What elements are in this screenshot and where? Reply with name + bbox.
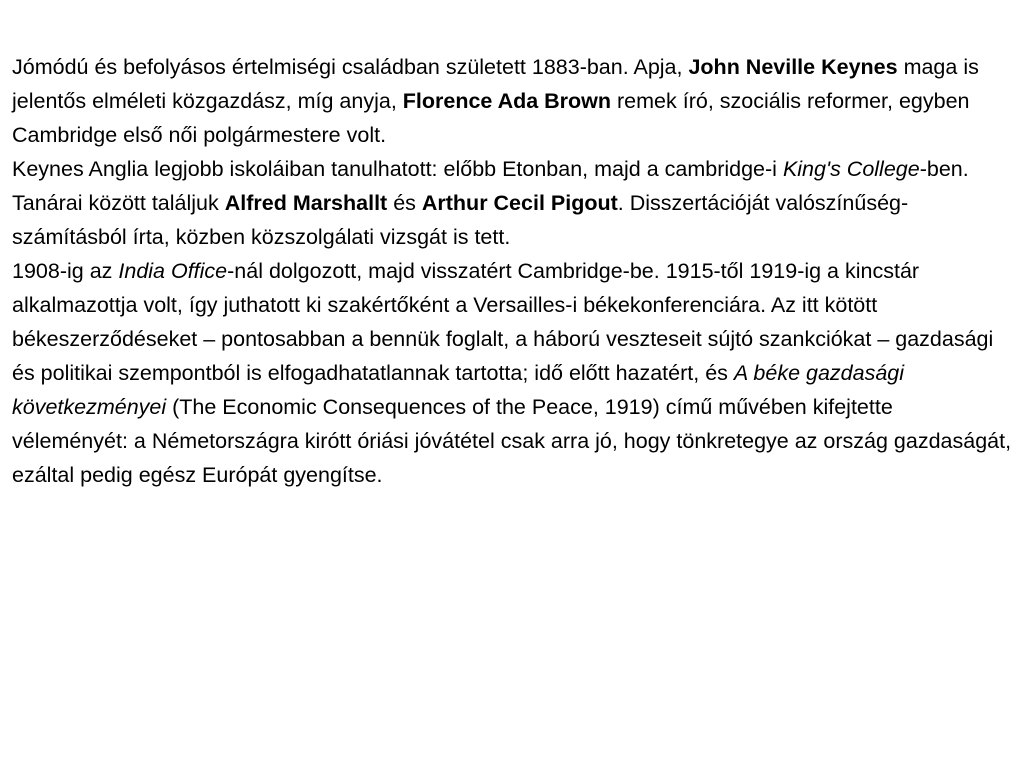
paragraph-education — [12, 152, 1014, 254]
text-segment: maga is jelentős elméleti közgazdász, míg anyja, — [12, 55, 979, 113]
person-name-arthur-cecil-pigou: Arthur Cecil Pigout — [421, 191, 618, 215]
text-segment: Keynes Anglia legjobb iskoláiban tanulhatott: előbb Etonban, majd a cambridge-i — [12, 157, 783, 181]
paragraph-career — [12, 254, 1014, 492]
slide-text-body — [12, 50, 1014, 492]
text-segment: Jómódú és befolyásos értelmiségi családban született 1883-ban. Apja, — [12, 55, 689, 79]
paragraph-family — [12, 50, 1014, 152]
text-segment: (The Economic Consequences of the Peace, 1919) című művében kifejtette véleményét: a Németországra kirótt óriási jóvátétel csak arra jó, hogy tönkretegye az ország gazdaságát, ezáltal pedig egész Európát gyengítse. — [12, 395, 1012, 487]
text-segment: remek író, szociális reformer, egyben Cambridge első női polgármestere volt. — [12, 89, 970, 147]
text-segment: . Disszertációját valószínűség-számításból írta, közben közszolgálati vizsgát is tett. — [12, 191, 909, 249]
person-name-john-neville-keynes: John Neville Keynes — [688, 55, 898, 79]
text-segment: -nál dolgozott, majd visszatért Cambridge-be. 1915-től 1919-ig a kincstár alkalmazottja volt, így juthatott ki szakértőként a Versailles-i békekonferenciára. Az itt kötött békeszerződéseket – pontosabban a bennük foglalt, a háború veszteseit sújtó szankciókat – gazdasági és politikai szempontból is elfogadhatatlannak tartotta; idő előtt hazatért, és — [12, 259, 994, 385]
person-name-alfred-marshall: Alfred Marshallt — [224, 191, 388, 215]
text-segment: 1908-ig az — [12, 259, 119, 283]
text-segment: és — [387, 191, 422, 215]
book-title-hungarian: A béke gazdasági következményei — [12, 361, 905, 419]
institution-india-office: India Office — [118, 259, 228, 283]
person-name-florence-ada-brown: Florence Ada Brown — [402, 89, 612, 113]
institution-kings-college: King's College — [782, 157, 920, 181]
text-segment: -ben. Tanárai között találjuk — [12, 157, 969, 215]
